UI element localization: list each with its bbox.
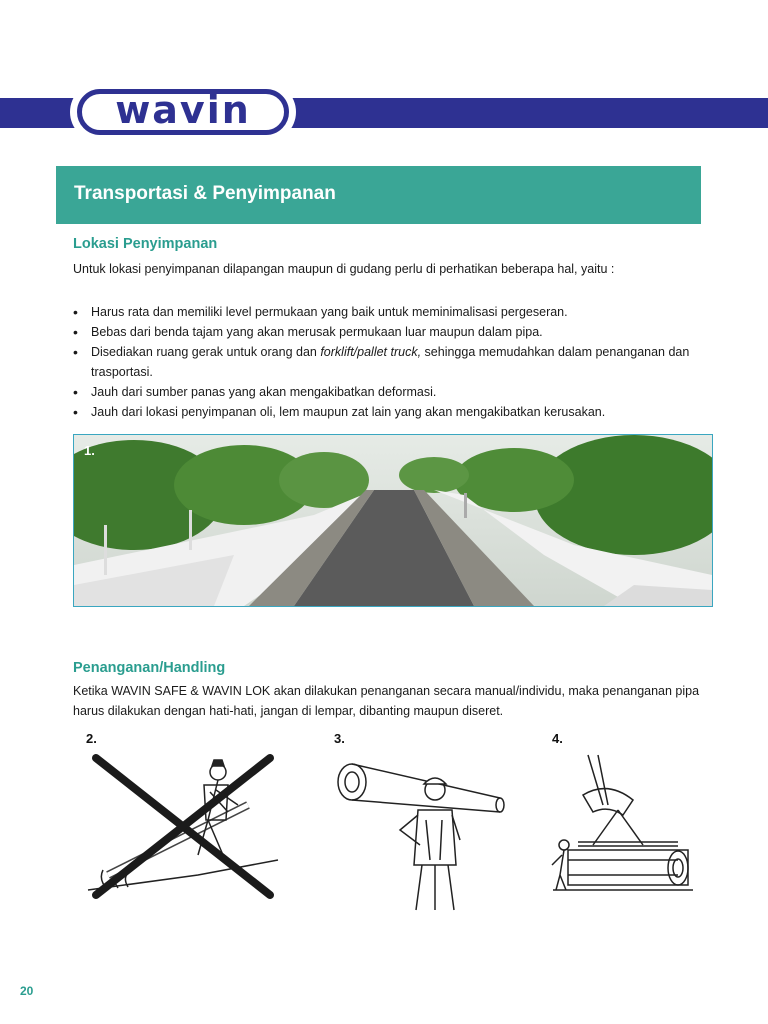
figure-2-illustration xyxy=(78,750,288,910)
bullet-item: • Jauh dari sumber panas yang akan mengakibatkan deformasi. xyxy=(73,382,713,402)
bullet-item: • Bebas dari benda tajam yang akan merusak permukaan luar maupun dalam pipa. xyxy=(73,322,713,342)
bullet-item: • Jauh dari lokasi penyimpanan oli, lem maupun zat lain yang akan mengakibatkan kerusakan. xyxy=(73,402,713,422)
figure-4-number: 4. xyxy=(552,731,563,746)
bullet-item xyxy=(73,342,713,382)
storage-yard-illustration xyxy=(74,435,712,606)
figure-2-number: 2. xyxy=(86,731,97,746)
storage-bullet-list xyxy=(73,302,713,422)
photo-number: 1. xyxy=(84,443,95,458)
storage-intro: Untuk lokasi penyimpanan dilapangan maupun di gudang perlu di perhatikan beberapa hal, yaitu : xyxy=(73,262,615,276)
bullet-text: Disediakan ruang gerak untuk orang dan xyxy=(91,345,321,359)
bullet-item: • Harus rata dan memiliki level permukaan yang baik untuk meminimalisasi pergeseran. xyxy=(73,302,713,322)
storage-heading: Lokasi Penyimpanan xyxy=(73,236,218,252)
logo-text: wavin xyxy=(115,88,251,132)
page-number: 20 xyxy=(20,984,34,998)
logo-frame xyxy=(77,89,289,135)
handling-text: Ketika WAVIN SAFE & WAVIN LOK akan dilakukan penanganan secara manual/individu, maka penanganan pipa harus dilakukan dengan hati-hati, jangan di lempar, dibanting maupun diseret. xyxy=(73,684,700,718)
figure-4-illustration xyxy=(548,750,698,900)
section-title: Transportasi & Penyimpanan xyxy=(74,183,336,204)
storage-yard-photo xyxy=(73,434,713,607)
handling-heading: Penanganan/Handling xyxy=(73,660,226,676)
wavin-logo xyxy=(70,82,296,142)
bullet-italic-text: forklift/pallet truck, xyxy=(320,345,422,359)
section-banner xyxy=(56,166,701,224)
bullet-text: sehingga memudahkan dalam penanganan dan trasportasi. xyxy=(91,345,690,379)
figure-3-illustration xyxy=(330,760,510,920)
figure-3-number: 3. xyxy=(334,731,345,746)
